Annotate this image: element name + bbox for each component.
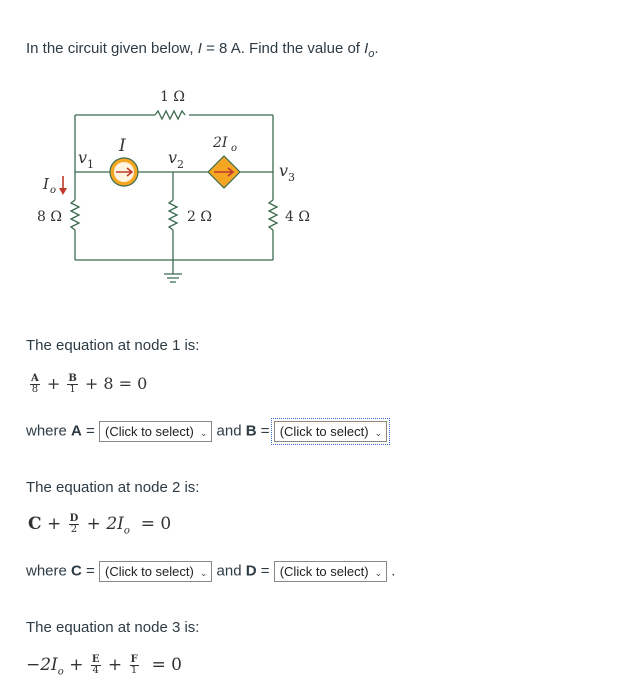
select-A[interactable] — [99, 421, 212, 442]
node3-frac2 — [130, 655, 139, 676]
resistor-top — [155, 111, 185, 119]
eq-sign: = — [256, 422, 274, 440]
node3-equation — [26, 655, 182, 677]
frac1-num: E — [91, 654, 100, 665]
circuit-diagram — [0, 0, 641, 300]
label-v3-sub: 3 — [288, 171, 295, 184]
node2-frac — [69, 514, 80, 535]
term-C: C — [28, 514, 42, 534]
label-dep-source-sub: o — [231, 143, 238, 154]
frac1-num: A — [31, 373, 39, 384]
equation-rest: = 0 — [140, 514, 172, 534]
var-I: I — [197, 40, 202, 57]
label-dep-source: 2I — [213, 135, 228, 151]
and-text: and — [212, 422, 246, 440]
frac-num: D — [69, 513, 79, 524]
where-text: where — [26, 422, 72, 440]
question-end: . — [374, 40, 379, 57]
node1-frac1 — [30, 374, 40, 395]
node2-heading: The equation at node 2 is: — [26, 479, 200, 496]
label-r-right: 4 Ω — [285, 209, 310, 225]
resistor-left — [71, 200, 79, 230]
label-C: C — [71, 562, 82, 580]
and-text: and — [212, 562, 246, 580]
label-A: A — [71, 422, 82, 440]
label-source-I: I — [119, 136, 126, 156]
plus: + — [46, 514, 62, 534]
label-v2-sub: 2 — [177, 158, 184, 171]
question-mid: = 8 A. Find the value of — [201, 40, 365, 57]
label-v1: v — [78, 148, 88, 167]
frac1-den: 4 — [92, 665, 99, 676]
select-A-value: (Click to select) — [104, 424, 194, 439]
where-text: where — [26, 562, 72, 580]
node3-heading: The equation at node 3 is: — [26, 619, 200, 636]
resistor-mid — [169, 200, 177, 230]
frac1-den: 8 — [31, 384, 39, 395]
select-B[interactable] — [274, 421, 387, 442]
term-2Io: + 2I — [86, 514, 124, 534]
term-2Io-sub: o — [123, 525, 130, 537]
chevron-down-icon: ⌄ — [374, 428, 383, 438]
node1-heading: The equation at node 1 is: — [26, 337, 200, 354]
select-C[interactable] — [99, 561, 212, 582]
frac2-den: 1 — [69, 384, 76, 395]
node1-equation — [28, 374, 147, 395]
term-minus-2Io-sub: o — [57, 666, 64, 678]
label-D: D — [245, 562, 257, 580]
chevron-down-icon: ⌄ — [199, 568, 208, 578]
frac-den: 2 — [70, 524, 78, 535]
plus: + — [46, 374, 61, 393]
question-prefix: In the circuit given below, — [26, 40, 198, 57]
resistor-right — [269, 200, 277, 230]
label-r-mid: 2 Ω — [187, 209, 212, 225]
eq-sign: = — [81, 422, 99, 440]
dependent-source — [208, 156, 240, 188]
frac2-den: 1 — [130, 665, 138, 676]
node2-equation — [28, 514, 171, 536]
eq-sign: = — [256, 562, 274, 580]
label-B: B — [245, 422, 257, 440]
chevron-down-icon: ⌄ — [199, 428, 208, 438]
frac2-num: F — [130, 654, 138, 665]
label-v3: v — [279, 161, 289, 180]
var-Io-sub: o — [368, 48, 375, 60]
select-C-value: (Click to select) — [104, 564, 194, 579]
label-r-top: 1 Ω — [160, 89, 185, 105]
label-v2: v — [168, 148, 178, 167]
ground-symbol — [164, 274, 182, 282]
label-io-sub: o — [50, 185, 57, 196]
term-minus-2Io: −2I — [26, 655, 58, 675]
node1-where-line — [26, 421, 387, 442]
label-io: I — [43, 175, 49, 193]
equation-rest: + 8 = 0 — [84, 374, 148, 393]
node1-frac2 — [67, 374, 77, 395]
equation-rest: = 0 — [151, 655, 182, 675]
plus: + — [69, 655, 84, 675]
select-B-value: (Click to select) — [279, 424, 369, 439]
node3-frac1 — [91, 655, 101, 676]
select-D-value: (Click to select) — [279, 564, 369, 579]
select-D[interactable] — [274, 561, 387, 582]
plus: + — [107, 655, 123, 675]
eq-sign: = — [81, 562, 99, 580]
current-source-I — [110, 158, 138, 186]
chevron-down-icon: ⌄ — [374, 568, 383, 578]
frac2-num: B — [68, 373, 77, 384]
var-Io: I — [364, 40, 369, 57]
node2-where-line: where C = (Click to select) ⌄ and D = (Click to select) ⌄ . — [26, 561, 395, 582]
label-v1-sub: 1 — [87, 158, 94, 171]
label-r-left: 8 Ω — [37, 209, 62, 225]
